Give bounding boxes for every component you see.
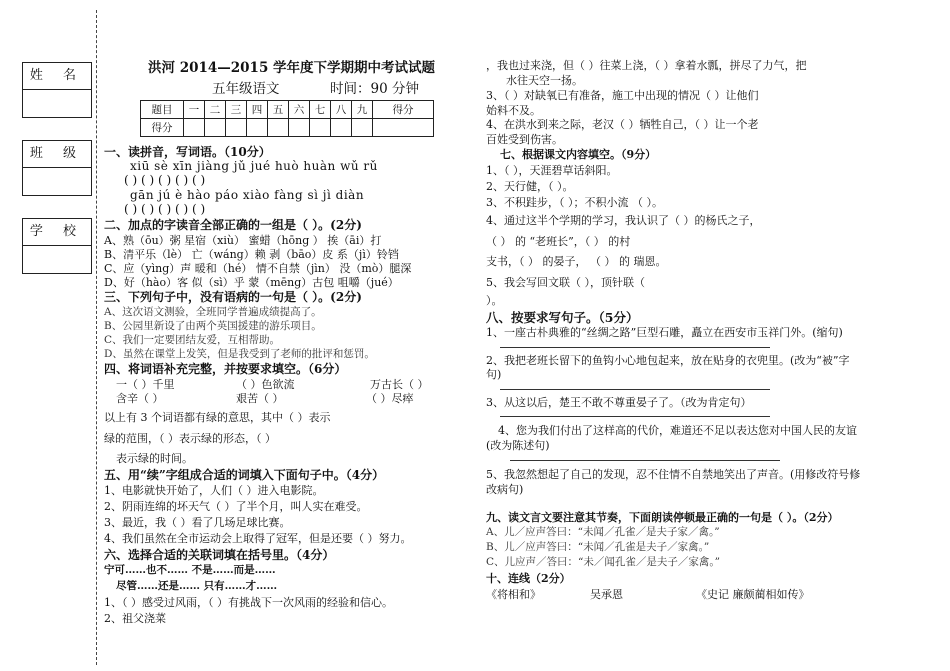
continued-line: 水往天空一扬。: [506, 74, 583, 87]
option-b: B、清平乐（lè） 亡（wáng）赖 剥（bāo）皮 系（jì）铃铛: [104, 248, 399, 261]
option-c: C、应（yìng）声 暖和（hé） 情不自禁（jìn） 没（mò）腿深: [104, 262, 412, 275]
sentence-item: 4、在洪水到来之际，老汉（ ）牺牲自己，（ ）让一个老: [486, 118, 759, 131]
idiom-blank: 一（ ）千里: [116, 378, 175, 391]
answer-line[interactable]: [500, 347, 770, 348]
section-6-title: 六、选择合适的关联词填在括号里。（4分）: [104, 548, 335, 562]
conjunction-options: 尽管……还是…… 只有……才……: [116, 580, 278, 592]
continued-line: ，我也过来浇，但（ ）往菜上浇，（ ）拿着水瓢，拼尽了力气，把: [486, 59, 807, 72]
score-header: 得分: [373, 101, 434, 119]
option-b: B、儿／应声答曰：“未闻／孔雀是夫子／家禽。”: [486, 541, 710, 553]
score-cell[interactable]: [268, 119, 289, 137]
score-table: [140, 100, 434, 137]
rewrite-item: (改为陈述句): [486, 439, 550, 452]
option-a: A、儿／应声答曰：“未闻／孔雀／是夫子家／禽。”: [486, 526, 720, 538]
name-field[interactable]: [23, 90, 91, 117]
section-7-title: 七、根据课文内容填空。（9分）: [500, 148, 657, 161]
option-d: D、虽然在课堂上发笑，但是我受到了老师的批评和惩罚。: [104, 348, 375, 360]
section-1-title: 一、读拼音，写词语。（10分）: [104, 145, 271, 159]
option-a: A、这次语文测验，全班同学普遍成绩提高了。: [104, 306, 322, 318]
idiom-blank: （ ）尽瘁: [366, 392, 414, 405]
sentence-item: 1、（ ）感受过风雨，（ ）有挑战下一次风雨的经验和信心。: [104, 596, 393, 609]
class-label: 班 级: [23, 141, 91, 168]
option-c: C、我们一定要团结友爱，互相帮助。: [104, 334, 281, 346]
answer-parens-2[interactable]: ( ) ( ) ( ) ( ) ( ): [124, 202, 206, 216]
fill-line: 表示绿的时间。: [116, 452, 193, 465]
sentence-item: 2、阴雨连绵的坏天气（ ）了半个月，叫人实在难受。: [104, 500, 368, 513]
exam-time: 时间：90 分钟: [330, 81, 419, 97]
option-b: B、公园里新设了由两个英国援建的游乐项目。: [104, 320, 322, 332]
score-header: 题目: [141, 101, 184, 119]
section-10-title: 十、连线（2分）: [486, 572, 571, 585]
answer-line[interactable]: [510, 460, 780, 461]
score-cell[interactable]: [247, 119, 268, 137]
score-header: 九: [352, 101, 373, 119]
score-header: 三: [226, 101, 247, 119]
rewrite-item: 3、从这以后，楚王不敢不尊重晏子了。（改为肯定句）: [486, 396, 752, 409]
pinyin-row-1: xiū sè xīn jiàng jǔ jué huò huàn wǔ rǔ: [130, 159, 378, 173]
section-5-title: 五、用“续”字组成合适的词填入下面句子中。（4分）: [104, 468, 385, 482]
exam-subject: 五年级语文: [212, 81, 280, 97]
name-label: 姓 名: [23, 63, 91, 90]
score-cell[interactable]: [331, 119, 352, 137]
score-cell[interactable]: [205, 119, 226, 137]
match-item[interactable]: 《史记 廉颇蔺相如传》: [696, 588, 810, 601]
score-row-label: 得分: [141, 119, 184, 137]
school-label: 学 校: [23, 219, 91, 246]
score-cell[interactable]: [226, 119, 247, 137]
rewrite-item: 5、我忽然想起了自己的发现，忍不住情不自禁地笑出了声音。(用修改符号修: [486, 468, 861, 481]
rewrite-item: 句): [486, 368, 502, 381]
sentence-item: 3、（ ）对缺氧已有准备，施工中出现的情况（ ）让他们: [486, 89, 759, 102]
rewrite-item: 改病句): [486, 483, 524, 496]
score-header: 六: [289, 101, 310, 119]
score-cell[interactable]: [289, 119, 310, 137]
idiom-blank: 艰苦（ ）: [236, 392, 284, 405]
continued-line: 百姓受到伤害。: [486, 133, 563, 146]
score-cell[interactable]: [352, 119, 373, 137]
score-cell[interactable]: [373, 119, 434, 137]
answer-line[interactable]: [500, 416, 770, 417]
recite-item: 2、天行健，（ ）。: [486, 180, 574, 193]
score-header: 二: [205, 101, 226, 119]
class-field[interactable]: [23, 168, 91, 195]
fill-line: 绿的范围，（ ）表示绿的形态，（ ）: [104, 432, 276, 445]
answer-parens-1[interactable]: ( ) ( ) ( ) ( ) ( ): [124, 173, 206, 187]
exam-title: 洪河 2014—2015 学年度下学期期中考试试题: [148, 60, 436, 76]
section-8-title: 八、按要求写句子。（5分）: [486, 310, 639, 325]
sentence-item: 2、祖父浇菜: [104, 612, 166, 625]
recite-item: 4、通过这半个学期的学习，我认识了（ ）的杨氏之子，: [486, 214, 761, 227]
rewrite-item: 4、您为我们付出了这样高的代价，难道还不足以表达您对中国人民的友谊: [498, 424, 857, 437]
answer-line[interactable]: [500, 389, 770, 390]
score-cell[interactable]: [184, 119, 205, 137]
rewrite-item: 1、一座古朴典雅的“丝绸之路”巨型石雕，矗立在西安市玉祥门外。(缩句): [486, 326, 843, 339]
score-header: 四: [247, 101, 268, 119]
recite-item: 1、（ ），天涯碧草话斜阳。: [486, 164, 618, 177]
class-box: [22, 140, 92, 196]
score-header: 一: [184, 101, 205, 119]
score-header: 五: [268, 101, 289, 119]
recite-item: ）。: [486, 294, 503, 307]
score-header: 七: [310, 101, 331, 119]
option-a: A、熟（ōu）粥 星宿（xiù） 蜜蜡（hōng ） 挨（āi）打: [104, 234, 382, 247]
recite-item: （ ） 的 “老班长”，（ ） 的村: [486, 235, 631, 248]
section-9-title: 九、读文言文要注意其节奏，下面朗读停顿最正确的一句是（ ）。（2分）: [486, 511, 839, 524]
recite-item: 3、不积跬步，（ ）；不积小流 （ ）。: [486, 196, 663, 209]
fill-line: 以上有 3 个词语都有绿的意思，其中（ ）表示: [104, 411, 331, 424]
conjunction-options: 宁可……也不…… 不是……而是……: [104, 564, 276, 576]
sentence-item: 4、我们虽然在全市运动会上取得了冠军，但是还要（ ）努力。: [104, 532, 412, 545]
section-4-title: 四、将词语补充完整，并按要求填空。（6分）: [104, 362, 347, 376]
name-box: [22, 62, 92, 118]
sentence-item: 1、电影就快开始了，人们（ ）进入电影院。: [104, 484, 324, 497]
rewrite-item: 2、我把老班长留下的鱼钩小心地包起来，放在贴身的衣兜里。(改为“被”字: [486, 354, 850, 367]
recite-item: 支书，（ ） 的晏子， （ ） 的 瑞恩。: [486, 255, 667, 268]
score-header: 八: [331, 101, 352, 119]
match-item[interactable]: 吴承恩: [590, 588, 623, 601]
recite-item: 5、我会写回文联（ ），顶针联（: [486, 276, 645, 289]
binding-dashed-line: [96, 10, 97, 665]
sentence-item: 3、最近，我（ ）看了几场足球比赛。: [104, 516, 291, 529]
idiom-blank: 万古长（ ）: [370, 378, 429, 391]
school-field[interactable]: [23, 246, 91, 273]
school-box: [22, 218, 92, 274]
idiom-blank: 含辛（ ）: [116, 392, 164, 405]
section-2-title: 二、加点的字读音全部正确的一组是（ ）。(2分): [104, 218, 362, 232]
option-c: C、儿应声／答曰：“未／闻孔雀／是夫子／家禽。”: [486, 556, 721, 568]
continued-line: 始料不及。: [486, 104, 541, 117]
score-cell[interactable]: [310, 119, 331, 137]
idiom-blank: （ ）色欲流: [236, 378, 295, 391]
match-item[interactable]: 《将相和》: [486, 588, 541, 601]
option-d: D、好（hào）客 似（sì）乎 蒙（mēng）古包 咀嚼（jué）: [104, 276, 399, 289]
pinyin-row-2: gān jú è hào páo xiào fàng sì jì diàn: [130, 188, 365, 202]
section-3-title: 三、下列句子中，没有语病的一句是（ ）。(2分): [104, 290, 362, 304]
